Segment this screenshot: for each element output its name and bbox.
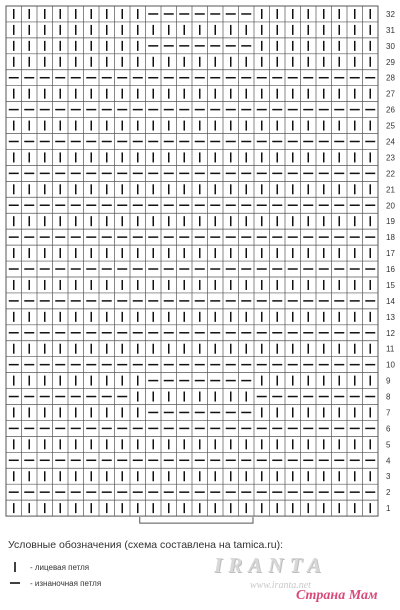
row-number: 29 [386,57,395,67]
row-number: 1 [386,504,391,514]
row-number: 19 [386,217,395,227]
legend-item-knit [8,560,89,574]
row-number: 11 [386,344,395,354]
row-number: 18 [386,233,395,243]
row-number: 26 [386,105,395,115]
row-number: 17 [386,249,395,259]
row-number: 22 [386,169,395,179]
row-number: 12 [386,328,395,338]
row-number: 4 [386,456,391,466]
watermark-brand: IRANTA [214,553,328,577]
watermark-url: www.iranta.net [250,580,311,591]
legend-title: Условные обозначения (схема составлена на tamica.ru): [8,539,284,551]
purl-stitch-icon [8,576,22,590]
row-number: 5 [386,440,391,450]
row-number: 13 [386,312,395,322]
watermark-site: Страна Мам [296,588,378,603]
row-number: 16 [386,265,395,275]
row-number: 24 [386,137,395,147]
row-number: 15 [386,280,395,290]
row-number: 30 [386,41,395,51]
row-number: 8 [386,392,391,402]
row-number: 27 [386,89,395,99]
legend-item-purl [8,576,101,590]
row-number: 7 [386,408,391,418]
legend-label-knit: - лицевая петля [30,562,90,572]
row-number: 20 [386,201,395,211]
repeat-bracket [140,517,253,523]
row-number: 6 [386,424,391,434]
row-number: 3 [386,472,391,482]
row-number: 2 [386,488,391,498]
row-number: 14 [386,296,395,306]
row-number: 10 [386,360,395,370]
row-number: 28 [386,73,395,83]
row-number: 23 [386,153,395,163]
row-number: 32 [386,9,395,19]
row-number: 25 [386,121,395,131]
knit-stitch-icon [8,560,22,574]
row-number: 21 [386,185,395,195]
legend-label-purl: - изнаночная петля [30,578,102,588]
row-number: 31 [386,25,395,35]
row-number: 9 [386,376,391,386]
